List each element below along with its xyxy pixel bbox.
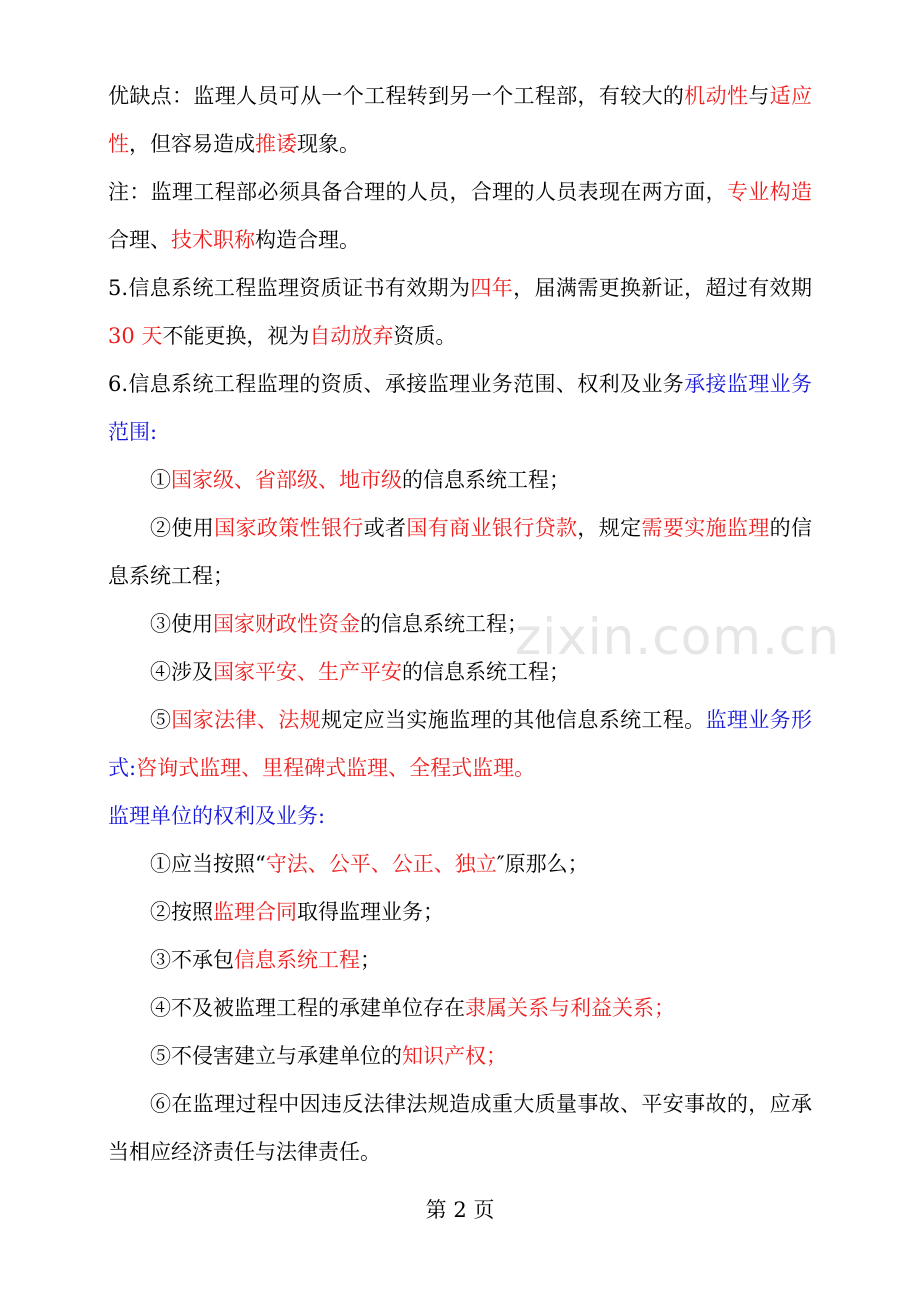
- text: 6.信息系统工程监理的资质、承接监理业务范围、权利及业务: [108, 372, 685, 396]
- list-item-2: [108, 504, 812, 600]
- section-heading-rights: 监理单位的权利及业务:: [108, 804, 326, 828]
- highlight: 咨询式监理、里程碑式监理、全程式监理。: [136, 756, 536, 780]
- text: ④涉及: [150, 660, 213, 684]
- text: ③使用: [150, 612, 213, 636]
- text: 构造合理。: [255, 228, 360, 252]
- rights-item-1: [108, 840, 812, 888]
- highlight: 国有商业银行贷款: [406, 516, 578, 540]
- document-body: [108, 72, 812, 1176]
- text: 取得监理业务；: [297, 900, 444, 924]
- text: 的信息系统工程；: [108, 516, 813, 588]
- list-item-3: [108, 600, 812, 648]
- highlight: 隶属关系与利益关系；: [465, 996, 675, 1020]
- highlight: 技术职称: [171, 228, 255, 252]
- highlight: 专业构造: [726, 180, 812, 204]
- text: ②按照: [150, 900, 213, 924]
- paragraph-item-6: [108, 360, 812, 456]
- text: 注：监理工程部必须具备合理的人员，合理的人员表现在两方面，: [108, 180, 727, 204]
- highlight: 监理合同: [213, 900, 297, 924]
- subheading: 承接监理业务范围:: [108, 372, 812, 444]
- list-item-1: [108, 456, 812, 504]
- text: 优缺点：监理人员可从一个工程转到另一个工程部，有较大的: [108, 84, 685, 108]
- text: ①: [150, 468, 171, 492]
- text: ②使用: [150, 516, 215, 540]
- text: 的信息系统工程；: [360, 612, 528, 636]
- rights-item-5: [108, 1032, 812, 1080]
- text: 规定应当实施监理的其他信息系统工程。: [320, 708, 706, 732]
- text: 的信息系统工程；: [402, 468, 570, 492]
- highlight: 自动放弃: [309, 324, 394, 348]
- highlight: 知识产权；: [402, 1044, 507, 1068]
- highlight: 30 天: [108, 324, 163, 348]
- text: 5.信息系统工程监理资质证书有效期为: [108, 276, 471, 300]
- text: ⑤不侵害建立与承建单位的: [150, 1044, 402, 1068]
- rights-item-2: [108, 888, 812, 936]
- text: 合理、: [108, 228, 171, 252]
- text: ①应当按照“: [150, 852, 266, 876]
- paragraph-item-5: [108, 264, 812, 360]
- highlight: 国家政策性银行: [214, 516, 364, 540]
- highlight: 国家级、省部级、地市级: [171, 468, 402, 492]
- rights-item-3: [108, 936, 812, 984]
- text: 或者: [363, 516, 407, 540]
- highlight: 推诿: [255, 132, 297, 156]
- highlight: 国家法律、法规: [171, 708, 321, 732]
- list-item-4: [108, 648, 812, 696]
- text: 资质。: [393, 324, 457, 348]
- highlight: 四年: [470, 276, 514, 300]
- text: ⑥在监理过程中因违反法律法规造成重大质量事故、平安事故的，应承当相应经济责任与法律责任。: [108, 1092, 812, 1164]
- highlight: 国家平安、生产平安: [213, 660, 402, 684]
- text: ⑤: [150, 708, 172, 732]
- text: 不能更换，视为: [162, 324, 310, 348]
- list-item-5: [108, 696, 812, 792]
- highlight: 守法、公平、公正、独立: [265, 852, 497, 876]
- text: 现象。: [297, 132, 360, 156]
- paragraph-note: [108, 168, 812, 264]
- subheading: 监理业务形式:: [108, 708, 813, 780]
- highlight: 机动性: [684, 84, 749, 108]
- text: ，规定: [577, 516, 642, 540]
- highlight: 国家财政性资金: [213, 612, 360, 636]
- text: ，届满需更换新证，超过有效期: [513, 276, 812, 300]
- highlight: 适应性: [108, 84, 812, 156]
- text: ，但容易造成: [129, 132, 255, 156]
- text: 与: [748, 84, 770, 108]
- highlight: 需要实施监理: [641, 516, 770, 540]
- text: 的信息系统工程；: [402, 660, 570, 684]
- text: ″原那么；: [496, 852, 589, 876]
- text: ③不承包: [150, 948, 234, 972]
- highlight: 信息系统工程: [234, 948, 360, 972]
- paragraph-pros-cons: [108, 72, 812, 168]
- text: ④不及被监理工程的承建单位存在: [150, 996, 465, 1020]
- text: ；: [360, 948, 381, 972]
- page-number: 第 2 页: [425, 1198, 495, 1222]
- watermark: zixin.com.cn: [515, 608, 841, 666]
- rights-item-6: [108, 1080, 812, 1176]
- rights-item-4: [108, 984, 812, 1032]
